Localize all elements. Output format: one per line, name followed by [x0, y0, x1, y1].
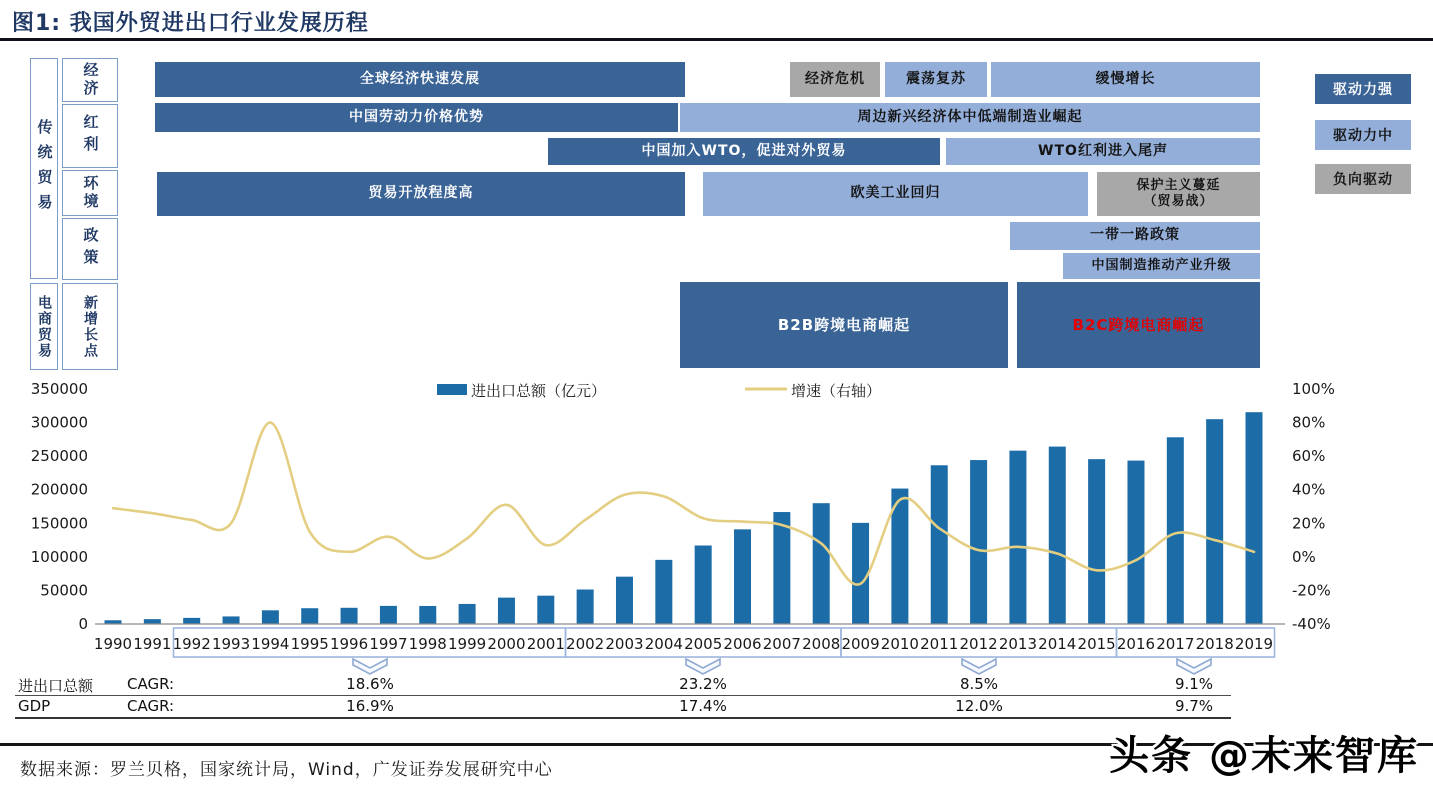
timeline-bar-protectionism — [1097, 172, 1260, 216]
year-label-1999: 1999 — [448, 635, 487, 653]
timeline-bar-china-joins-wto: 中国加入WTO，促进对外贸易 — [548, 138, 940, 165]
left-axis-ticks — [31, 380, 88, 633]
year-label-2015: 2015 — [1077, 635, 1116, 653]
right-axis-tick: 80% — [1292, 413, 1326, 432]
import-export-bar-2009 — [852, 523, 869, 624]
down-arrow-group3-icon — [962, 659, 996, 674]
factor-environment-label: 环境 — [81, 175, 100, 211]
year-label-2004: 2004 — [644, 635, 683, 653]
import-export-bar-2008 — [813, 503, 830, 624]
cagr-row1-prefix: CAGR: — [127, 675, 175, 693]
category-new-growth-label: 新增长点 — [82, 294, 98, 359]
right-axis-tick: 40% — [1292, 480, 1326, 499]
factor-dividend — [62, 104, 118, 168]
year-label-1998: 1998 — [408, 635, 447, 653]
factor-dividend-label: 红利 — [81, 114, 100, 158]
line-series-legend-label: 增速（右轴） — [791, 382, 882, 400]
right-axis-ticks — [1292, 380, 1335, 633]
category-traditional-trade — [30, 58, 58, 279]
left-axis-tick: 50000 — [40, 581, 88, 600]
year-label-2007: 2007 — [762, 635, 801, 653]
import-export-bar-2011 — [931, 465, 948, 624]
import-export-bar-2013 — [1009, 451, 1026, 624]
timeline-bar-economic-crisis: 经济危机 — [790, 62, 880, 97]
import-export-bar-1992 — [183, 618, 200, 624]
category-ecommerce-trade — [30, 283, 58, 370]
year-label-2000: 2000 — [487, 635, 526, 653]
year-label-2006: 2006 — [723, 635, 762, 653]
year-label-1993: 1993 — [211, 635, 251, 653]
year-label-1995: 1995 — [290, 635, 329, 653]
timeline-bar-global-rapid-growth: 全球经济快速发展 — [155, 62, 685, 97]
import-export-bar-1998 — [419, 606, 436, 624]
category-ecommerce-trade-label: 电商贸易 — [36, 294, 52, 359]
factor-economy — [62, 58, 118, 102]
import-export-bar-2019 — [1246, 412, 1263, 624]
year-label-2012: 2012 — [959, 635, 998, 653]
import-export-bar-2014 — [1049, 447, 1066, 624]
category-traditional-trade-label: 传统贸易 — [35, 118, 54, 219]
right-axis-tick: -20% — [1292, 581, 1331, 600]
left-axis-tick: 200000 — [30, 480, 88, 499]
cagr-divider-1 — [15, 695, 1231, 696]
factor-economy-label: 经济 — [81, 62, 100, 98]
growth-line-group — [113, 423, 1254, 585]
cagr-row1-value-2: 23.2% — [679, 675, 727, 693]
import-export-bar-2015 — [1088, 459, 1105, 624]
factor-policy — [62, 218, 118, 280]
cagr-row2-value-1: 16.9% — [346, 697, 394, 715]
protectionism-line1: 保护主义蔓延 — [1136, 177, 1221, 193]
import-export-bar-1994 — [262, 610, 279, 624]
cagr-row2-value-3: 12.0% — [955, 697, 1003, 715]
import-export-bar-2005 — [695, 545, 712, 624]
cagr-row1-value-4: 9.1% — [1174, 675, 1214, 693]
timeline-bar-trade-openness: 贸易开放程度高 — [157, 172, 685, 216]
year-label-1990: 1990 — [93, 635, 133, 653]
year-label-2011: 2011 — [920, 635, 959, 653]
import-export-bar-1997 — [380, 606, 397, 624]
import-export-bar-2012 — [970, 460, 987, 624]
down-arrow-group2-icon — [686, 659, 720, 674]
right-axis-tick: 20% — [1292, 514, 1326, 533]
x-axis-year-labels — [94, 635, 1273, 653]
year-label-2005: 2005 — [684, 635, 723, 653]
timeline-bar-western-industry-return: 欧美工业回归 — [703, 172, 1088, 216]
title-underline — [0, 38, 1433, 41]
year-label-2014: 2014 — [1038, 635, 1077, 653]
timeline-bar-made-in-china-upgrade: 中国制造推动产业升级 — [1063, 253, 1260, 279]
page-title: 图1: 我国外贸进出口行业发展历程 — [12, 11, 369, 36]
cagr-row1-label: 进出口总额 — [18, 677, 94, 695]
import-export-bar-1996 — [341, 608, 358, 624]
cagr-row1-value-3: 8.5% — [959, 675, 999, 693]
down-arrow-group4-icon — [1177, 659, 1211, 674]
cagr-divider-2 — [15, 717, 1231, 719]
import-export-bar-2002 — [577, 590, 594, 624]
cagr-row2-value-2: 17.4% — [679, 697, 727, 715]
import-export-bar-2018 — [1206, 419, 1223, 624]
import-export-bar-1991 — [144, 619, 161, 624]
import-export-bar-2006 — [734, 529, 751, 624]
year-label-2019: 2019 — [1234, 635, 1274, 653]
right-axis-tick: -40% — [1292, 615, 1331, 633]
growth-rate-line — [113, 423, 1254, 585]
timeline-bar-volatile-recovery: 震荡复苏 — [885, 62, 987, 97]
timeline-bar-emerging-manufacturing: 周边新兴经济体中低端制造业崛起 — [680, 103, 1260, 132]
protectionism-line2: （贸易战） — [1143, 194, 1214, 209]
year-label-2018: 2018 — [1195, 635, 1234, 653]
import-export-bar-2000 — [498, 598, 515, 624]
category-new-growth — [62, 283, 118, 370]
right-axis-tick: 0% — [1292, 547, 1316, 566]
left-axis-tick: 250000 — [30, 447, 88, 466]
cagr-row2-prefix: CAGR: — [127, 697, 175, 715]
year-label-1996: 1996 — [329, 635, 369, 653]
data-source-note: 数据来源：罗兰贝格，国家统计局，Wind，广发证券发展研究中心 — [20, 760, 553, 780]
left-axis-tick: 100000 — [30, 547, 88, 566]
year-label-1997: 1997 — [369, 635, 408, 653]
year-label-2008: 2008 — [802, 635, 841, 653]
left-axis-tick: 150000 — [30, 514, 88, 533]
timeline-bar-labor-price-advantage: 中国劳动力价格优势 — [155, 103, 678, 132]
year-label-1994: 1994 — [251, 635, 290, 653]
year-label-1991: 1991 — [133, 635, 172, 653]
timeline-bar-b2c-rise: B2C跨境电商崛起 — [1017, 282, 1260, 368]
drive-legend-medium: 驱动力中 — [1315, 120, 1411, 150]
timeline-bar-b2b-rise: B2B跨境电商崛起 — [680, 282, 1008, 368]
import-export-bar-2004 — [655, 560, 672, 624]
drive-legend-negative: 负向驱动 — [1315, 164, 1411, 194]
year-label-2010: 2010 — [880, 635, 919, 653]
factor-policy-label: 政策 — [81, 227, 100, 271]
import-export-bar-1999 — [459, 604, 476, 624]
timeline-bar-protectionism-text — [1136, 178, 1220, 211]
year-label-2003: 2003 — [605, 635, 644, 653]
year-label-2016: 2016 — [1116, 635, 1156, 653]
drive-legend-strong: 驱动力强 — [1315, 74, 1411, 104]
year-label-2009: 2009 — [841, 635, 880, 653]
cagr-row2-label: GDP — [18, 697, 51, 715]
import-export-bar-2017 — [1167, 437, 1184, 624]
year-label-2013: 2013 — [998, 635, 1038, 653]
timeline-bar-wto-dividend-tail: WTO红利进入尾声 — [946, 138, 1260, 165]
import-export-bar-2007 — [773, 512, 790, 624]
down-arrow-group1-icon — [353, 659, 387, 674]
timeline-bar-slow-growth: 缓慢增长 — [991, 62, 1260, 97]
bars-group — [105, 412, 1263, 624]
cagr-row1-value-1: 18.6% — [346, 675, 394, 693]
import-export-bar-1993 — [223, 616, 240, 624]
import-export-bar-2001 — [537, 596, 554, 624]
import-export-bar-1995 — [301, 608, 318, 624]
right-axis-tick: 60% — [1292, 447, 1326, 466]
import-export-bar-2003 — [616, 577, 633, 624]
left-axis-tick: 350000 — [30, 380, 88, 398]
year-label-2017: 2017 — [1156, 635, 1195, 653]
left-axis-tick: 300000 — [30, 413, 88, 432]
bar-series-legend-swatch — [437, 384, 467, 395]
year-label-2002: 2002 — [566, 635, 605, 653]
import-export-bar-2016 — [1127, 461, 1144, 624]
cagr-row2-value-4: 9.7% — [1174, 697, 1214, 715]
timeline-bar-belt-and-road: 一带一路政策 — [1010, 222, 1260, 250]
bar-series-legend-label: 进出口总额（亿元） — [471, 382, 607, 400]
factor-environment — [62, 170, 118, 216]
watermark-toutiao: 头条 @未来智库 — [1109, 733, 1419, 779]
right-axis-tick: 100% — [1292, 380, 1335, 398]
left-axis-tick: 0 — [78, 615, 88, 633]
year-label-2001: 2001 — [526, 635, 565, 653]
trade-combo-chart — [0, 375, 1433, 677]
year-label-1992: 1992 — [172, 635, 211, 653]
